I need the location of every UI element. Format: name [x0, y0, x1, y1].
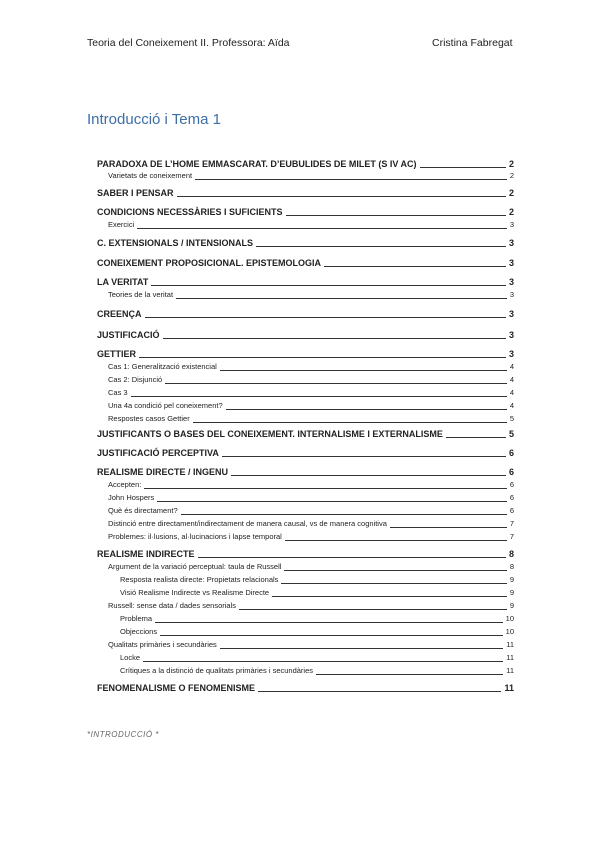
- toc-leader-line: [239, 609, 507, 610]
- document-title: Introducció i Tema 1: [87, 111, 221, 128]
- toc-entry-label: Locke: [120, 653, 141, 662]
- toc-entry-label: Què és directament?: [108, 506, 178, 515]
- toc-entry-page: 6: [509, 493, 514, 502]
- toc-entry[interactable]: [108, 290, 514, 300]
- toc-entry-label: Cas 1: Generalització existencial: [108, 362, 217, 371]
- toc-entry-label: Problemes: il·lusions, al·lucinacions i lapse temporal: [108, 532, 282, 541]
- footer-text: *INTRODUCCIÓ *: [87, 730, 159, 739]
- toc-entry[interactable]: [108, 519, 514, 529]
- toc-leader-line: [144, 488, 506, 489]
- toc-entry[interactable]: [97, 309, 514, 319]
- toc-entry-page: 2: [509, 171, 514, 180]
- toc-entry-page: 7: [509, 532, 514, 541]
- toc-entry-label: Argument de la variació perceptual: taula de Russell: [108, 562, 282, 571]
- toc-entry-label: SABER I PENSAR: [97, 188, 174, 198]
- toc-entry-label: Accepten:: [108, 480, 142, 489]
- toc-entry-page: 10: [505, 614, 514, 623]
- toc-entry-page: 3: [508, 309, 514, 319]
- toc-entry-page: 3: [509, 220, 514, 229]
- header-right: Cristina Fabregat: [432, 37, 513, 49]
- toc-leader-line: [181, 514, 507, 515]
- toc-entry-page: 9: [509, 601, 514, 610]
- toc-leader-line: [160, 635, 503, 636]
- toc-leader-line: [177, 196, 506, 197]
- toc-entry-page: 11: [506, 640, 514, 649]
- toc-entry-page: 6: [508, 467, 514, 477]
- toc-entry-page: 3: [509, 290, 514, 299]
- toc-entry[interactable]: [120, 575, 514, 585]
- toc-leader-line: [155, 622, 503, 623]
- toc-entry[interactable]: [108, 601, 514, 611]
- toc-entry-page: 7: [509, 519, 514, 528]
- toc-entry[interactable]: [97, 277, 514, 287]
- toc-entry[interactable]: [97, 549, 514, 559]
- toc-leader-line: [272, 596, 507, 597]
- toc-entry-page: 3: [508, 277, 514, 287]
- toc-entry[interactable]: [120, 653, 514, 663]
- toc-leader-line: [284, 570, 506, 571]
- toc-entry[interactable]: [108, 532, 514, 542]
- toc-entry-page: 3: [508, 258, 514, 268]
- toc-entry-label: Crítiques a la distinció de qualitats primàries i secundàries: [120, 666, 314, 675]
- toc-entry[interactable]: [108, 375, 514, 385]
- toc-entry-label: CONDICIONS NECESSÀRIES I SUFICIENTS: [97, 207, 283, 217]
- toc-entry[interactable]: [97, 207, 514, 217]
- toc-entry-page: 2: [508, 188, 514, 198]
- toc-entry-page: 8: [508, 549, 514, 559]
- toc-entry-page: 11: [506, 653, 514, 662]
- toc-entry-label: Teories de la veritat: [108, 290, 174, 299]
- toc-leader-line: [220, 648, 503, 649]
- toc-leader-line: [195, 179, 507, 180]
- toc-entry[interactable]: [97, 467, 514, 477]
- toc-entry-page: 6: [509, 506, 514, 515]
- toc-leader-line: [139, 357, 506, 358]
- toc-entry-page: 6: [509, 480, 514, 489]
- toc-entry[interactable]: [97, 330, 514, 340]
- toc-entry-page: 11: [506, 666, 514, 675]
- toc-entry[interactable]: [97, 349, 514, 359]
- toc-entry-page: 11: [504, 683, 514, 693]
- toc-leader-line: [143, 661, 503, 662]
- toc-entry-page: 4: [509, 362, 514, 371]
- toc-leader-line: [198, 557, 506, 558]
- toc-entry-label: Visió Realisme Indirecte vs Realisme Directe: [120, 588, 270, 597]
- toc-entry-page: 9: [509, 575, 514, 584]
- toc-entry[interactable]: [97, 683, 514, 693]
- toc-entry-label: CREENÇA: [97, 309, 142, 319]
- toc-leader-line: [131, 396, 507, 397]
- toc-entry[interactable]: [120, 614, 514, 624]
- toc-entry-page: 5: [508, 429, 514, 439]
- toc-entry-page: 2: [508, 207, 514, 217]
- toc-leader-line: [258, 691, 501, 692]
- toc-leader-line: [286, 215, 506, 216]
- toc-entry-page: 2: [508, 159, 514, 169]
- toc-leader-line: [157, 501, 507, 502]
- toc-entry[interactable]: [97, 238, 514, 248]
- toc-leader-line: [165, 383, 507, 384]
- toc-leader-line: [285, 540, 507, 541]
- toc-entry-page: 3: [508, 330, 514, 340]
- toc-entry-page: 4: [509, 375, 514, 384]
- toc-leader-line: [256, 246, 506, 247]
- toc-entry-label: JUSTIFICACIÓ: [97, 330, 160, 340]
- toc-leader-line: [151, 285, 506, 286]
- toc-leader-line: [420, 167, 506, 168]
- toc-entry-label: Respostes casos Gettier: [108, 414, 190, 423]
- toc-entry-label: Problema: [120, 614, 153, 623]
- toc-entry[interactable]: [108, 388, 514, 398]
- toc-entry[interactable]: [108, 414, 514, 424]
- toc-entry[interactable]: [108, 480, 514, 490]
- toc-entry[interactable]: [108, 640, 514, 650]
- toc-entry-page: 10: [505, 627, 514, 636]
- toc-leader-line: [316, 674, 503, 675]
- toc-entry[interactable]: [120, 666, 514, 676]
- toc-leader-line: [226, 409, 507, 410]
- toc-entry[interactable]: [108, 506, 514, 516]
- toc-entry[interactable]: [108, 401, 514, 411]
- toc-entry[interactable]: [120, 627, 514, 637]
- toc-entry-label: Qualitats primàries i secundàries: [108, 640, 217, 649]
- toc-entry[interactable]: [108, 562, 514, 572]
- toc-entry[interactable]: [97, 258, 514, 268]
- toc-leader-line: [193, 422, 507, 423]
- toc-entry-page: 8: [509, 562, 514, 571]
- toc-leader-line: [231, 475, 506, 476]
- toc-entry-label: Objeccions: [120, 627, 158, 636]
- toc-entry[interactable]: [97, 159, 514, 169]
- toc-entry[interactable]: [108, 220, 514, 230]
- toc-entry[interactable]: [120, 588, 514, 598]
- toc-entry-page: 3: [508, 349, 514, 359]
- header-left: Teoria del Coneixement II. Professora: Aïda: [87, 37, 290, 49]
- toc-entry-page: 4: [509, 388, 514, 397]
- toc-entry-label: FENOMENALISME O FENOMENISME: [97, 683, 256, 693]
- toc-entry-page: 9: [509, 588, 514, 597]
- toc-entry[interactable]: [97, 429, 514, 439]
- toc-entry-label: PARADOXA DE L’HOME EMMASCARAT. D’EUBULIDES DE MILET (S IV AC): [97, 159, 417, 169]
- toc-entry-label: Una 4a condició pel coneixement?: [108, 401, 223, 410]
- toc-leader-line: [222, 456, 506, 457]
- toc-entry-label: LA VERITAT: [97, 277, 149, 287]
- toc-leader-line: [220, 370, 507, 371]
- toc-entry-page: 6: [508, 448, 514, 458]
- toc-entry-label: Exercici: [108, 220, 135, 229]
- toc-leader-line: [390, 527, 507, 528]
- toc-leader-line: [446, 437, 506, 438]
- toc-entry-label: CONEIXEMENT PROPOSICIONAL. EPISTEMOLOGIA: [97, 258, 322, 268]
- toc-entry-label: JUSTIFICACIÓ PERCEPTIVA: [97, 448, 219, 458]
- toc-leader-line: [324, 266, 506, 267]
- toc-entry-label: John Hospers: [108, 493, 155, 502]
- toc-entry-label: Russell: sense data / dades sensorials: [108, 601, 236, 610]
- toc-entry[interactable]: [97, 188, 514, 198]
- toc-entry-label: C. EXTENSIONALS / INTENSIONALS: [97, 238, 254, 248]
- toc-leader-line: [163, 338, 506, 339]
- toc-entry-label: Cas 3: [108, 388, 128, 397]
- toc-entry-page: 5: [509, 414, 514, 423]
- toc-entry-label: Cas 2: Disjunció: [108, 375, 163, 384]
- toc-leader-line: [137, 228, 507, 229]
- toc-entry[interactable]: [97, 448, 514, 458]
- toc-entry[interactable]: [108, 362, 514, 372]
- toc-entry-label: GETTIER: [97, 349, 137, 359]
- toc-entry-label: REALISME DIRECTE / INGENU: [97, 467, 229, 477]
- toc-entry-label: JUSTIFICANTS O BASES DEL CONEIXEMENT. INTERNALISME I EXTERNALISME: [97, 429, 443, 439]
- toc-leader-line: [281, 583, 506, 584]
- toc-entry[interactable]: [108, 493, 514, 503]
- toc-entry-label: Distinció entre directament/indirectament de manera causal, vs de manera cognitiva: [108, 519, 387, 528]
- toc-entry-label: REALISME INDIRECTE: [97, 549, 195, 559]
- toc-entry-page: 4: [509, 401, 514, 410]
- toc-entry-label: Varietats de coneixement: [108, 171, 193, 180]
- toc-entry-page: 3: [508, 238, 514, 248]
- toc-entry[interactable]: [108, 171, 514, 181]
- toc-leader-line: [145, 317, 506, 318]
- toc-entry-label: Resposta realista directe: Propietats relacionals: [120, 575, 279, 584]
- toc-leader-line: [176, 298, 507, 299]
